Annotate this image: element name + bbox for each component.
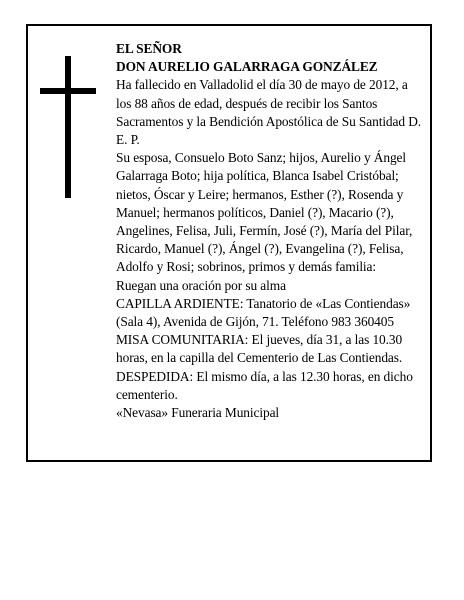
latin-cross-icon [40,56,96,198]
prayer-request: Ruegan una oración por su alma [116,277,286,293]
cross-vertical-bar [65,56,71,198]
chapel-info: CAPILLA ARDIENTE: Tanatorio de «Las Contiendas» (Sala 4), Avenida de Gijón, 71. Teléfono 983 360405 [116,295,411,330]
obituary-text [116,40,426,422]
deceased-title: EL SEÑOR [116,41,182,56]
farewell-info: DESPEDIDA: El mismo día, a las 12.30 horas, en dicho cementerio. [116,368,413,402]
cross-horizontal-bar [40,88,96,94]
obituary-notice [26,24,432,462]
mass-info: MISA COMUNITARIA: El jueves, día 31, a las 10.30 horas, en la capilla del Cementerio de Las Contiendas. [116,332,403,366]
deceased-name: DON AURELIO GALARRAGA GONZÁLEZ [116,59,378,75]
funeral-home: «Nevasa» Funeraria Municipal [116,405,280,421]
family-list: Su esposa, Consuelo Boto Sanz; hijos, Aurelio y Ángel Galarraga Boto; hija política, Blanca Isabel Cristóbal; nietos, Óscar y Leire; hermanos, Esther (?), Rosenda y Manuel; hermanos políticos, Daniel (?), Macario (?), Angelines, Felisa, Juli, Fermín, José (?), María del Pilar, Ricardo, Manuel (?), Ángel (?), Evangelina (?), Felisa, Adolfo y Rosi; sobrinos, primos y demás familia: [116,150,413,275]
death-announcement: Ha fallecido en Valladolid el día 30 de mayo de 2012, a los 88 años de edad, después de recibir los Santos Sacramentos y la Bendición Apostólica de Su Santidad D. E. P. [116,77,422,148]
